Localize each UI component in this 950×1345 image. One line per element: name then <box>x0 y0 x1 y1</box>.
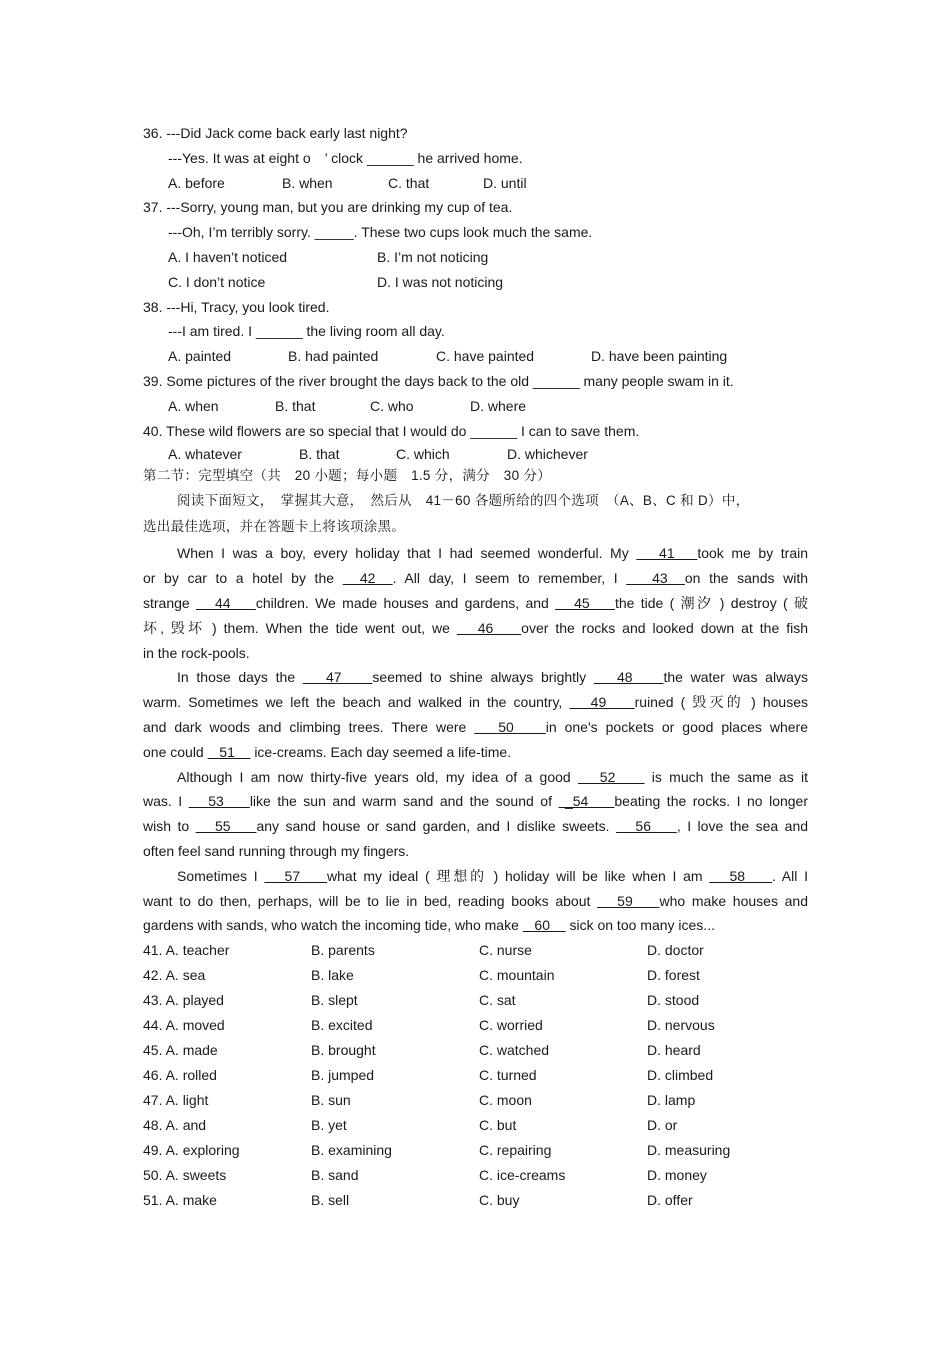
text: over the rocks and looked down at the fish <box>521 619 808 636</box>
text: or by car to a hotel by the <box>143 570 335 587</box>
option-d: D. I was not noticing <box>377 273 504 290</box>
option-cell: D. heard <box>647 1042 701 1059</box>
blank-53: 53 <box>188 793 250 810</box>
passage-paragraph-1 <box>143 541 808 665</box>
option-a: A. when <box>168 397 219 414</box>
option-cell: B. sun <box>311 1092 351 1109</box>
text: When I was a boy, every holiday that I had seemed wonderful. My <box>177 545 629 562</box>
passage-line <box>143 889 808 914</box>
passage-line <box>143 591 808 616</box>
text: . All I <box>771 867 808 884</box>
option-cell: C. turned <box>479 1067 537 1084</box>
question-40-stem: 40. These wild flowers are so special that I would do ______ I can to save them. <box>143 422 640 439</box>
question-39-stem: 39. Some pictures of the river brought the days back to the old ______ many people swam in it. <box>143 372 734 389</box>
option-c: C. I don’t notice <box>168 273 266 290</box>
text: who make houses and <box>659 892 808 909</box>
option-cell: D. climbed <box>647 1067 714 1084</box>
text: beating the rocks. I no longer <box>614 793 809 810</box>
text: Sometimes I <box>177 867 258 884</box>
blank-60: 60 <box>522 917 566 934</box>
option-cell: B. yet <box>311 1117 347 1134</box>
option-c: C. who <box>370 397 414 414</box>
option-cell: 45. A. made <box>143 1042 218 1059</box>
option-cell: D. stood <box>647 992 700 1009</box>
blank-49: 49 <box>569 694 635 711</box>
option-b: B. that <box>275 397 316 414</box>
text: was. I <box>143 793 183 810</box>
option-cell: B. examining <box>311 1142 392 1159</box>
passage-line <box>143 690 808 715</box>
option-d: D. have been painting <box>591 348 728 365</box>
blank-59: 59 <box>597 892 660 909</box>
question-36-options <box>143 171 808 196</box>
option-cell: B. parents <box>311 942 375 959</box>
text: ice-creams. Each day seemed a life-time. <box>254 743 512 760</box>
option-cell: 43. A. played <box>143 992 224 1009</box>
question-38-options <box>143 344 808 369</box>
blank-56: 56 <box>616 818 677 835</box>
blank-41: 41 <box>636 545 698 562</box>
option-b: B. I’m not noticing <box>377 248 489 265</box>
text: sick on too many ices... <box>569 917 715 934</box>
answer-options-grid <box>143 938 808 1213</box>
text: is much the same as it <box>651 768 809 785</box>
question-36-stem: 36. ---Did Jack come back early last night? <box>143 125 408 141</box>
option-cell: 50. A. sweets <box>143 1167 227 1184</box>
option-cell: 46. A. rolled <box>143 1067 217 1084</box>
text: gardens with sands, who watch the incoming tide, who make <box>143 917 519 934</box>
option-cell: B. excited <box>311 1017 373 1034</box>
question-37-reply: ---Oh, I’m terribly sorry. _____. These two cups look much the same. <box>168 224 593 241</box>
passage-line <box>143 814 808 839</box>
option-cell: C. watched <box>479 1042 550 1059</box>
text: . All day, I seem to remember, I <box>392 570 618 587</box>
question-37-options-row2 <box>143 270 808 295</box>
option-b: B. that <box>299 446 340 463</box>
text: one could <box>143 743 204 760</box>
passage-line: in the rock-pools. <box>143 644 250 661</box>
blank-55: 55 <box>195 818 257 835</box>
option-cell: C. mountain <box>479 967 555 984</box>
option-cell: 42. A. sea <box>143 967 206 984</box>
blank-42: 42 <box>342 570 393 587</box>
question-37-options-row1 <box>143 245 808 270</box>
option-d: D. whichever <box>507 446 588 463</box>
text: on the sands with <box>684 570 809 587</box>
passage-line <box>143 740 808 765</box>
blank-50: 50 <box>474 718 546 735</box>
passage-line <box>143 541 808 566</box>
exam-page <box>143 121 808 1213</box>
option-cell: B. lake <box>311 967 354 984</box>
text: the tide ( 潮汐 ) destroy ( 破 <box>614 594 809 611</box>
option-cell: 44. A. moved <box>143 1017 225 1034</box>
option-cell: B. brought <box>311 1042 376 1059</box>
passage-line <box>143 789 808 814</box>
text: wish to <box>143 818 190 835</box>
question-39-options <box>143 394 808 419</box>
passage-paragraph-4 <box>143 864 808 938</box>
option-cell: 47. A. light <box>143 1092 209 1109</box>
option-b: B. had painted <box>288 348 379 365</box>
option-cell: D. forest <box>647 967 700 984</box>
question-38-stem: 38. ---Hi, Tracy, you look tired. <box>143 298 330 315</box>
option-cell: B. slept <box>311 992 358 1009</box>
passage-line <box>143 715 808 740</box>
option-cell: 48. A. and <box>143 1117 207 1134</box>
option-cell: C. sat <box>479 992 516 1009</box>
option-cell: D. lamp <box>647 1092 696 1109</box>
blank-46: 46 <box>456 619 522 636</box>
option-cell: C. buy <box>479 1192 520 1209</box>
text: Although I am now thirty-five years old, my idea of a good <box>177 768 571 785</box>
blank-47: 47 <box>302 669 373 686</box>
option-cell: C. nurse <box>479 942 532 959</box>
blank-52: 52 <box>577 768 645 785</box>
passage-line <box>143 864 808 889</box>
option-d: D. until <box>483 174 527 191</box>
text: and dark woods and climbing trees. There were <box>143 718 467 735</box>
option-cell: D. money <box>647 1167 707 1184</box>
passage-line <box>143 616 808 641</box>
option-b: B. when <box>282 174 333 191</box>
option-cell: C. moon <box>479 1092 532 1109</box>
option-cell: D. measuring <box>647 1142 731 1159</box>
text: took me by train <box>697 545 808 562</box>
option-cell: D. nervous <box>647 1017 715 1034</box>
passage-line <box>143 913 808 938</box>
option-cell: 51. A. make <box>143 1192 217 1209</box>
text: ruined ( 毁灭的 ) houses <box>634 694 808 711</box>
text: any sand house or sand garden, and I dislike sweets. <box>256 818 610 835</box>
blank-58: 58 <box>709 867 772 884</box>
option-cell: 41. A. teacher <box>143 942 230 959</box>
option-cell: B. sell <box>311 1192 350 1209</box>
option-cell: C. ice-creams <box>479 1167 566 1184</box>
option-a: A. before <box>168 174 225 191</box>
option-cell: D. doctor <box>647 942 704 959</box>
option-cell: D. offer <box>647 1192 693 1209</box>
text: 坏, 毁坏 ) them. When the tide went out, we <box>143 619 450 636</box>
question-40-options <box>143 443 808 465</box>
question-36-reply: ---Yes. It was at eight o ’ clock ______ he arrived home. <box>168 149 523 166</box>
option-cell: D. or <box>647 1117 678 1134</box>
blank-51: 51 <box>207 743 251 760</box>
section-heading: 第二节：完型填空（共 20 小题；每小题 1.5 分，满分 30 分） <box>143 468 552 484</box>
text: , I love the sea and <box>676 818 809 835</box>
option-c: C. that <box>388 174 430 191</box>
option-cell: B. sand <box>311 1167 359 1184</box>
option-a: A. painted <box>168 348 232 365</box>
option-cell: C. worried <box>479 1017 543 1034</box>
question-38-reply: ---I am tired. I ______ the living room all day. <box>168 323 445 340</box>
option-c: C. which <box>396 446 450 463</box>
blank-45: 45 <box>555 594 615 611</box>
option-a: A. whatever <box>168 446 242 463</box>
text: like the sun and warm sand and the sound of <box>249 793 552 810</box>
blank-57: 57 <box>264 867 328 884</box>
text: in one's pockets or good places where <box>545 718 808 735</box>
question-37-stem: 37. ---Sorry, young man, but you are drinking my cup of tea. <box>143 199 513 216</box>
text: children. We made houses and gardens, and <box>255 594 549 611</box>
option-c: C. have painted <box>436 348 535 365</box>
option-d: D. where <box>470 397 527 414</box>
section-instruction: 阅读下面短文， 掌握其大意， 然后从 41－60 各题所给的四个选项 （A、B、C 和 D）中， <box>177 493 750 509</box>
text: what my ideal ( 理想的 ) holiday will be like when I am <box>327 867 703 884</box>
text: the water was always <box>663 669 808 686</box>
text: want to do then, perhaps, will be to lie in bed, reading books about <box>143 892 591 909</box>
passage-line <box>143 566 808 591</box>
section-instruction-cont: 选出最佳选项，并在答题卡上将该项涂黑。 <box>143 519 406 535</box>
option-cell: B. jumped <box>311 1067 375 1084</box>
blank-54: _54 <box>558 793 615 810</box>
passage-paragraph-2 <box>143 665 808 764</box>
blank-43: 43 <box>626 570 685 587</box>
text: strange <box>143 594 190 611</box>
option-a: A. I haven’t noticed <box>168 248 288 265</box>
passage-line: often feel sand running through my fingers. <box>143 842 410 859</box>
passage-line <box>143 665 808 690</box>
passage-paragraph-3 <box>143 765 808 864</box>
blank-44: 44 <box>196 594 256 611</box>
option-cell: C. but <box>479 1117 517 1134</box>
option-cell: 49. A. exploring <box>143 1142 240 1159</box>
option-cell: C. repairing <box>479 1142 552 1159</box>
blank-48: 48 <box>593 669 664 686</box>
text: warm. Sometimes we left the beach and walked in the country, <box>143 694 563 711</box>
text: In those days the <box>177 669 296 686</box>
text: seemed to shine always brightly <box>372 669 587 686</box>
passage-line <box>143 765 808 790</box>
